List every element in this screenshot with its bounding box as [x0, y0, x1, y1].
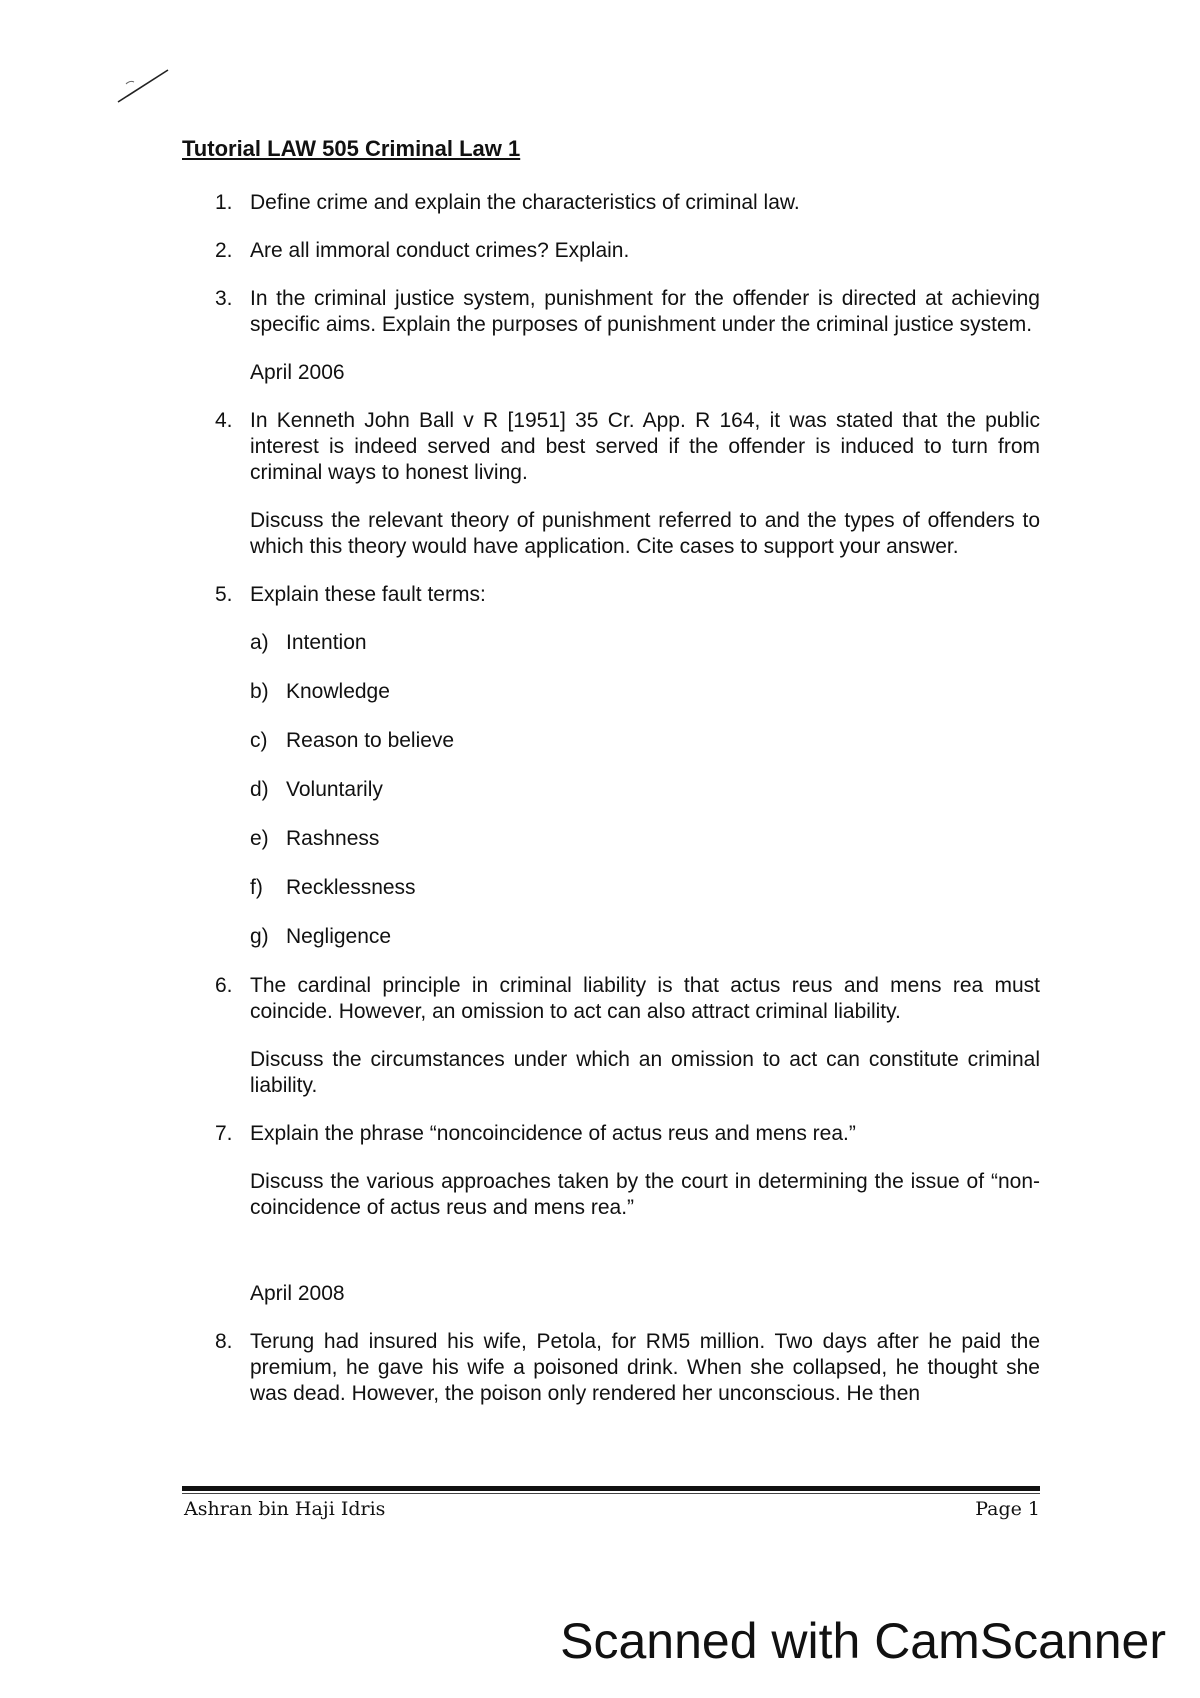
footer-page-number: Page 1: [975, 1498, 1040, 1520]
item-text: Reason to believe: [286, 729, 455, 752]
question-number: 7.: [215, 1122, 233, 1145]
item-letter: d): [250, 778, 269, 801]
fault-terms-list: [250, 630, 1040, 950]
footer-rule-thin: [182, 1493, 1040, 1494]
question-8: [215, 1329, 1040, 1407]
section-label-april-2008: April 2008: [250, 1282, 345, 1305]
list-item: [250, 728, 1040, 754]
list-item: [250, 924, 1040, 950]
scanner-watermark: Scanned with CamScanner: [560, 1613, 1166, 1669]
question-2: [215, 238, 1040, 264]
question-7: [215, 1121, 1040, 1221]
question-number: 1.: [215, 191, 233, 214]
page-title: Tutorial LAW 505 Criminal Law 1: [182, 136, 521, 161]
item-letter: c): [250, 729, 268, 752]
question-text: In the criminal justice system, punishment for the offender is directed at achieving specific aims. Explain the purposes of punishment under the criminal justice system.: [250, 287, 1040, 336]
item-text: Recklessness: [286, 876, 416, 899]
question-number: 6.: [215, 974, 233, 997]
question-text: Define crime and explain the characteristics of criminal law.: [250, 191, 800, 214]
question-number: 3.: [215, 287, 233, 310]
item-text: Knowledge: [286, 680, 390, 703]
question-number: 4.: [215, 409, 233, 432]
item-text: Negligence: [286, 925, 392, 948]
list-item: [250, 875, 1040, 901]
item-letter: a): [250, 631, 269, 654]
question-number: 2.: [215, 239, 233, 262]
item-letter: b): [250, 680, 269, 703]
item-letter: g): [250, 925, 269, 948]
question-number: 8.: [215, 1330, 233, 1353]
question-6: [215, 973, 1040, 1099]
section-label-april-2006: April 2006: [250, 361, 345, 384]
item-text: Intention: [286, 631, 367, 654]
question-text-followup: Discuss the circumstances under which an omission to act can constitute criminal liability.: [250, 1048, 1040, 1097]
pen-tick-mark: [116, 66, 170, 106]
question-list: [215, 190, 1040, 1429]
item-text: Rashness: [286, 827, 380, 850]
question-text: In Kenneth John Ball v R [1951] 35 Cr. App. R 164, it was stated that the public interest is indeed served and best served if the offender is induced to turn from criminal ways to honest living.: [250, 409, 1040, 484]
question-text: Explain the phrase “noncoincidence of actus reus and mens rea.”: [250, 1122, 856, 1145]
item-text: Voluntarily: [286, 778, 383, 801]
question-1: [215, 190, 1040, 216]
item-letter: f): [250, 876, 263, 899]
question-3: [215, 286, 1040, 338]
question-text-followup: Discuss the various approaches taken by the court in determining the issue of “non-coincidence of actus reus and mens rea.”: [250, 1170, 1040, 1219]
question-text: The cardinal principle in criminal liability is that actus reus and mens rea must coincide. However, an omission to act can also attract criminal liability.: [250, 974, 1040, 1023]
question-text: Explain these fault terms:: [250, 583, 486, 606]
footer-author: Ashran bin Haji Idris: [184, 1498, 386, 1520]
item-letter: e): [250, 827, 269, 850]
question-5: [215, 582, 1040, 950]
footer-rule: [182, 1486, 1040, 1491]
list-item: [250, 777, 1040, 803]
question-number: 5.: [215, 583, 233, 606]
list-item: [250, 630, 1040, 656]
question-4: [215, 408, 1040, 560]
question-text: Terung had insured his wife, Petola, for RM5 million. Two days after he paid the premium, he gave his wife a poisoned drink. When she collapsed, he thought she was dead. However, the poison only rendered her unconscious. He then: [250, 1330, 1040, 1405]
list-item: [250, 679, 1040, 705]
question-text: Are all immoral conduct crimes? Explain.: [250, 239, 630, 262]
question-text-followup: Discuss the relevant theory of punishment referred to and the types of offenders to which this theory would have application. Cite cases to support your answer.: [250, 509, 1040, 558]
list-item: [250, 826, 1040, 852]
